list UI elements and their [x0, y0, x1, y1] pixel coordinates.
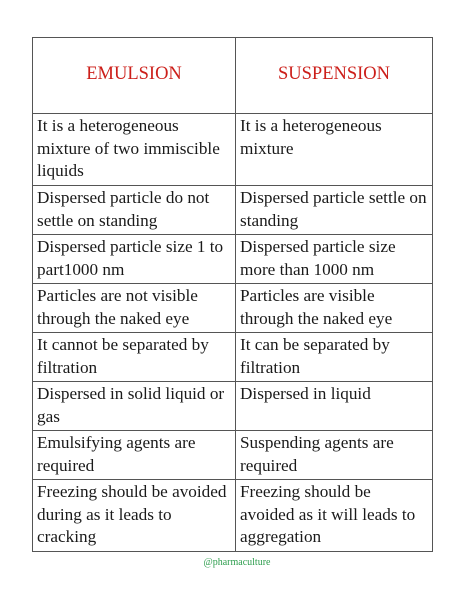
comparison-table	[32, 37, 433, 552]
emulsion-cell: Emulsifying agents are required	[33, 431, 236, 480]
suspension-cell: It can be separated by filtration	[236, 333, 433, 382]
emulsion-cell: Particles are not visible through the naked eye	[33, 284, 236, 333]
suspension-cell: It is a heterogeneous mixture	[236, 114, 433, 186]
suspension-cell: Freezing should be avoided as it will leads to aggregation	[236, 480, 433, 552]
table-row	[33, 186, 433, 235]
table-row	[33, 333, 433, 382]
table-row	[33, 480, 433, 552]
suspension-cell: Particles are visible through the naked eye	[236, 284, 433, 333]
emulsion-cell: Dispersed particle do not settle on standing	[33, 186, 236, 235]
table-row	[33, 431, 433, 480]
emulsion-cell: It is a heterogeneous mixture of two immiscible liquids	[33, 114, 236, 186]
emulsion-cell: Dispersed particle size 1 to part1000 nm	[33, 235, 236, 284]
watermark: @pharmaculture	[203, 557, 271, 568]
table-row	[33, 284, 433, 333]
suspension-cell: Dispersed particle settle on standing	[236, 186, 433, 235]
header-emulsion: EMULSION	[33, 38, 236, 114]
table-row	[33, 114, 433, 186]
header-suspension: SUSPENSION	[236, 38, 433, 114]
table-header-row	[33, 38, 433, 114]
table-row	[33, 235, 433, 284]
emulsion-cell: Dispersed in solid liquid or gas	[33, 382, 236, 431]
emulsion-cell: Freezing should be avoided during as it leads to cracking	[33, 480, 236, 552]
table-row	[33, 382, 433, 431]
suspension-cell: Dispersed in liquid	[236, 382, 433, 431]
emulsion-cell: It cannot be separated by filtration	[33, 333, 236, 382]
suspension-cell: Dispersed particle size more than 1000 nm	[236, 235, 433, 284]
suspension-cell: Suspending agents are required	[236, 431, 433, 480]
